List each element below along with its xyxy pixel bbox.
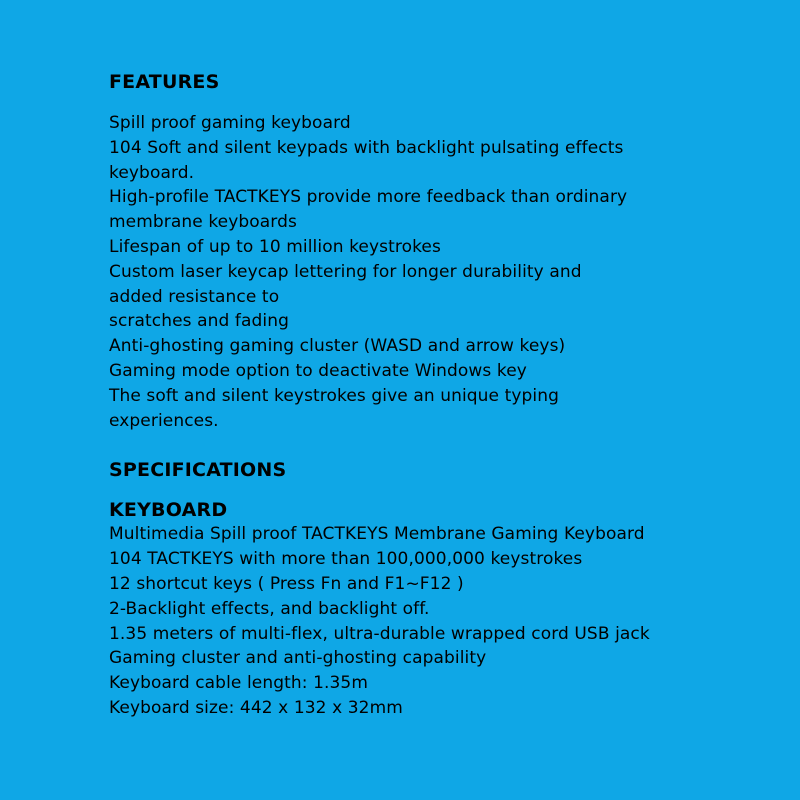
features-line: experiences. bbox=[109, 410, 219, 431]
features-line: Gaming mode option to deactivate Windows key bbox=[109, 360, 527, 381]
keyboard-subheading: KEYBOARD bbox=[109, 499, 228, 522]
features-line: Custom laser keycap lettering for longer durability and bbox=[109, 261, 582, 282]
features-line: scratches and fading bbox=[109, 311, 289, 332]
spec-line: Keyboard size: 442 x 132 x 32mm bbox=[109, 697, 403, 718]
spec-line: Keyboard cable length: 1.35m bbox=[109, 673, 368, 694]
features-heading: FEATURES bbox=[109, 71, 220, 93]
features-line: Anti-ghosting gaming cluster (WASD and arrow keys) bbox=[109, 336, 566, 357]
content-block bbox=[109, 70, 769, 721]
spec-line: Multimedia Spill proof TACTKEYS Membrane Gaming Keyboard bbox=[109, 524, 645, 545]
keyboard-spec-list bbox=[109, 522, 769, 720]
features-line: keyboard. bbox=[109, 162, 195, 183]
features-line: membrane keyboards bbox=[109, 212, 297, 233]
features-line: High-profile TACTKEYS provide more feedback than ordinary bbox=[109, 187, 628, 208]
spec-line: 104 TACTKEYS with more than 100,000,000 keystrokes bbox=[109, 549, 583, 570]
spec-line: 12 shortcut keys ( Press Fn and F1~F12 ) bbox=[109, 573, 464, 594]
features-line: 104 Soft and silent keypads with backlight pulsating effects bbox=[109, 137, 624, 158]
spec-line: Gaming cluster and anti-ghosting capability bbox=[109, 648, 487, 669]
specifications-heading: SPECIFICATIONS bbox=[109, 459, 287, 482]
features-line: Lifespan of up to 10 million keystrokes bbox=[109, 236, 441, 257]
features-list bbox=[109, 111, 769, 433]
features-line: The soft and silent keystrokes give an unique typing bbox=[109, 385, 560, 406]
spec-line: 2-Backlight effects, and backlight off. bbox=[109, 598, 430, 619]
features-line: added resistance to bbox=[109, 286, 280, 307]
spec-line: 1.35 meters of multi-flex, ultra-durable wrapped cord USB jack bbox=[109, 623, 650, 644]
features-line: Spill proof gaming keyboard bbox=[109, 113, 351, 133]
